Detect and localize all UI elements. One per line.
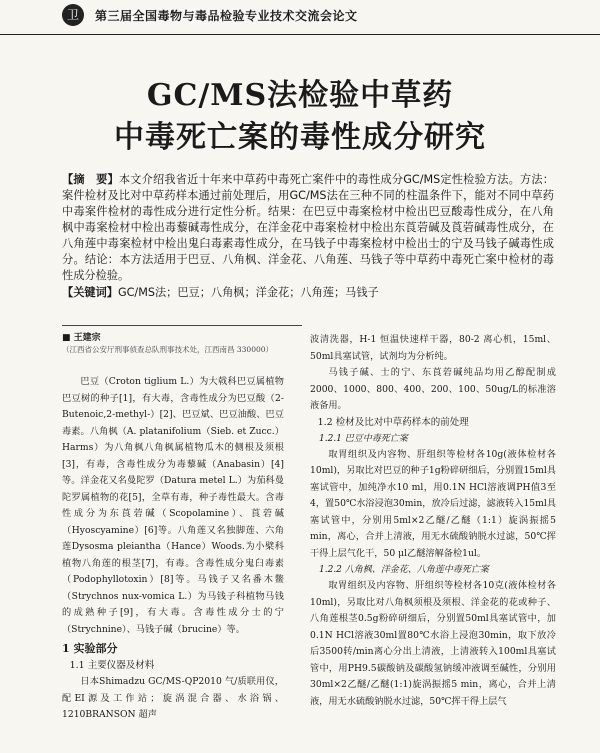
instruments-continued: 波清洗器，H-1 恒温快速样干器，80-2 离心机，15ml、50ml具塞试管，试剂均为分析纯。 bbox=[310, 334, 556, 362]
section-heading-1: 1 实验部分 bbox=[62, 642, 118, 655]
subsection-heading-1-2: 1.2 检材及比对中草药样本的前处理 bbox=[317, 416, 469, 428]
journal-title: 第三届全国毒物与毒品检验专业技术交流会论文 bbox=[95, 9, 358, 23]
left-column bbox=[62, 332, 284, 724]
abstract bbox=[62, 172, 554, 284]
keywords-label: 【关键词】 bbox=[62, 286, 118, 299]
paper-title-line2: 中毒死亡案的毒性成分研究 bbox=[114, 120, 486, 155]
abstract-block bbox=[62, 172, 554, 301]
keywords bbox=[62, 285, 554, 301]
right-column bbox=[310, 332, 556, 710]
section-divider bbox=[62, 325, 302, 326]
subsection-heading-1-2-1: 1.2.1 巴豆中毒死亡案 bbox=[319, 433, 408, 444]
page-header bbox=[0, 0, 600, 35]
subsection-heading-1-2-2: 1.2.2 八角枫、洋金花、八角莲中毒死亡案 bbox=[319, 565, 489, 575]
journal-logo: 卫 bbox=[62, 4, 84, 26]
croton-procedure: 取胃组织及内容物、肝组织等检材各10g(液体检材各10ml)，另取比对巴豆的种子1g粉碎研细后，分别置15ml具塞试管中，加纯净水10 ml，用0.1N HCl溶液调PH值3至4，置50℃水浴浸泡30min，放冷后过滤，滤液转入15ml具塞试管中，分别用5ml×2乙醚/乙醚（1:1）旋涡振摇5 min，离心，合并上清液，用无水硫酸钠脱水过滤，50℃挥干得上层气化干，50 μl乙醚溶解备检1ul。 bbox=[310, 448, 556, 559]
paper-title-line1: GC/MS法检验中草药 bbox=[146, 78, 454, 113]
abstract-label: 【摘 要】 bbox=[62, 173, 119, 186]
instruments-paragraph: 日本Shimadzu GC/MS-QP2010 气/质联用仪，配EI源及工作站；旋涡混合器、水浴锅、1210BRANSON 超声 bbox=[62, 676, 284, 720]
keywords-text: GC/MS法；巴豆；八角枫；洋金花；八角莲；马钱子 bbox=[117, 286, 379, 299]
abstract-text: 本文介绍我省近十年来中草药中毒死亡案件中的毒性成分GC/MS定性检验方法。方法：案件检材及比对中草药样本通过前处理后，用GC/MS法在三种不同的柱温条件下，能对不同中草药中毒案件检材的毒性成分进行定性分析。结果：在巴豆中毒案检材中检出巴豆酸毒性成分，在八角枫中毒案检材中检出毒藜碱毒性成分，在洋金花中毒案检材中检出东莨菪碱及莨菪碱毒性成分，在八角莲中毒案检材中检出鬼臼毒素毒性成分，在马钱子中毒案检材中检出士的宁及马钱子碱毒性成分。结论：本方法适用于巴豆、八角枫、洋金花、八角莲、马钱子等中草药中毒死亡案中检材的毒性成分检验。 bbox=[62, 173, 554, 282]
subsection-heading-1-1: 1.1 主要仪器及材料 bbox=[69, 660, 155, 671]
alkaloid-procedure: 取胃组织及内容物、肝组织等检材各10克(液体检材各10ml)，另取比对八角枫须根及须根、洋金花的花或种子、八角莲根茎0.5g粉碎研细后，分别置50ml具塞试管中，加0.1N HCl溶液30ml置80℃水浴上浸泡30min，取下放冷后3500转/min离心分出上清液，上清液转入100ml具塞试管中，用PH9.5碳酸钠及碳酸氢钠缓冲液调至碱性，分别用30ml×2乙醚/乙醚(1:1)旋涡振摇5 min，离心，合并上清液，用无水硫酸钠脱水过滤，50℃挥干得上层气 bbox=[310, 580, 556, 707]
standards-paragraph: 马钱子碱、士的宁、东莨菪碱纯品均用乙醇配制成2000、1000、800、400、200、100、50ug/L的标准溶液备用。 bbox=[310, 367, 556, 411]
author-name: ■ 王建宗 bbox=[62, 333, 101, 343]
author-affiliation: （江西省公安厅刑事侦查总队刑事技术处，江西南昌 330000） bbox=[62, 345, 274, 354]
intro-paragraph: 巴豆（Croton tiglium L.）为大戟科巴豆属植物巴豆树的种子[1]，有大毒，含毒性成分为巴豆酸（2-Butenoic,2-methyl-）[2]、巴豆斌、巴豆油酸、巴豆毒素。八角枫（A. platanifolium（Sieb. et Zucc.）Harms）为八角枫八角枫属植物瓜木的侧根及须根[3]，有毒，含毒性成分为毒藜碱（Anabasin）[4]等。洋金花又名曼陀罗（Datura metel L.）为茄科曼陀罗属植物的花[5]，全草有毒，种子毒性最大。含毒性成分为东莨菪碱（Scopolamine）、莨菪碱（Hyoscyamine）[6]等。八角莲又名独脚莲、六角莲Dysosma pleiantha（Hance）Woods.为小檗科植物八角莲的根茎[7]，有毒。含毒性成分鬼臼毒素（Podophyllotoxin）[8]等。马钱子又名番木鳖（Strychnos nux-vomica L.）为马钱子科植物马钱的成熟种子[9]，有大毒。含毒性成分士的宁（Strychnine）、马钱子碱（brucine）等。 bbox=[62, 376, 284, 635]
